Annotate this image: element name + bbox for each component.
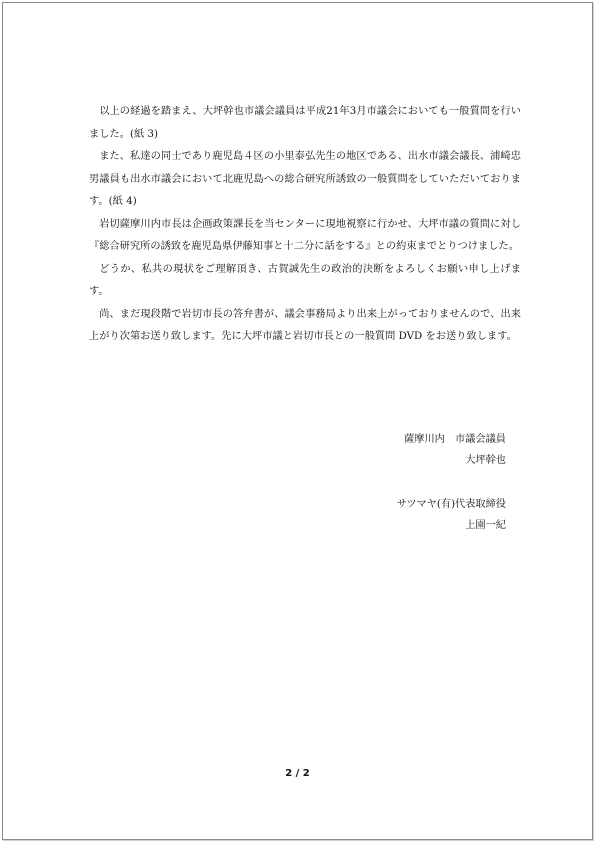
page-number: 2 / 2 (285, 768, 310, 779)
signature-name: 大坪幹也 (465, 455, 506, 466)
signature-block-councillor (404, 429, 506, 471)
signature-title: 薩摩川内 市議会議員 (404, 434, 506, 445)
document-page (2, 2, 593, 840)
letter-body (89, 101, 521, 349)
paragraph-2: また、私達の同士であり鹿児島４区の小里泰弘先生の地区である、出水市議会議長、浦崎忠男議員も出水市議会において北鹿児島への総合研究所誘致の一般質問をしていただいております。(紙 4) (89, 151, 521, 207)
paragraph-5: 尚、まだ現段階で岩切市長の答弁書が、議会事務局より出来上がっておりませんので、出来上がり次第お送り致します。先に大坪市議と岩切市長との一般質問 DVD をお送り致します。 (89, 308, 521, 342)
paragraph-3: 岩切薩摩川内市長は企画政策課長を当センターに現地視察に行かせ、大坪市議の質問に対し『総合研究所の誘致を鹿児島県伊藤知事と十二分に話をする』との約束までとりつけました。 (89, 218, 521, 252)
signature-name: 上園一紀 (465, 520, 506, 531)
paragraph-1: 以上の経過を踏まえ、大坪幹也市議会議員は平成21年3月市議会においても一般質問を行いました。(紙 3) (89, 106, 521, 140)
paragraph-4: どうか、私共の現状をご理解頂き、古賀誠先生の政治的決断をよろしくお願い申し上げます。 (89, 263, 521, 297)
signature-title: サツマヤ(有)代表取締役 (396, 499, 506, 510)
signature-block-company (397, 494, 506, 536)
